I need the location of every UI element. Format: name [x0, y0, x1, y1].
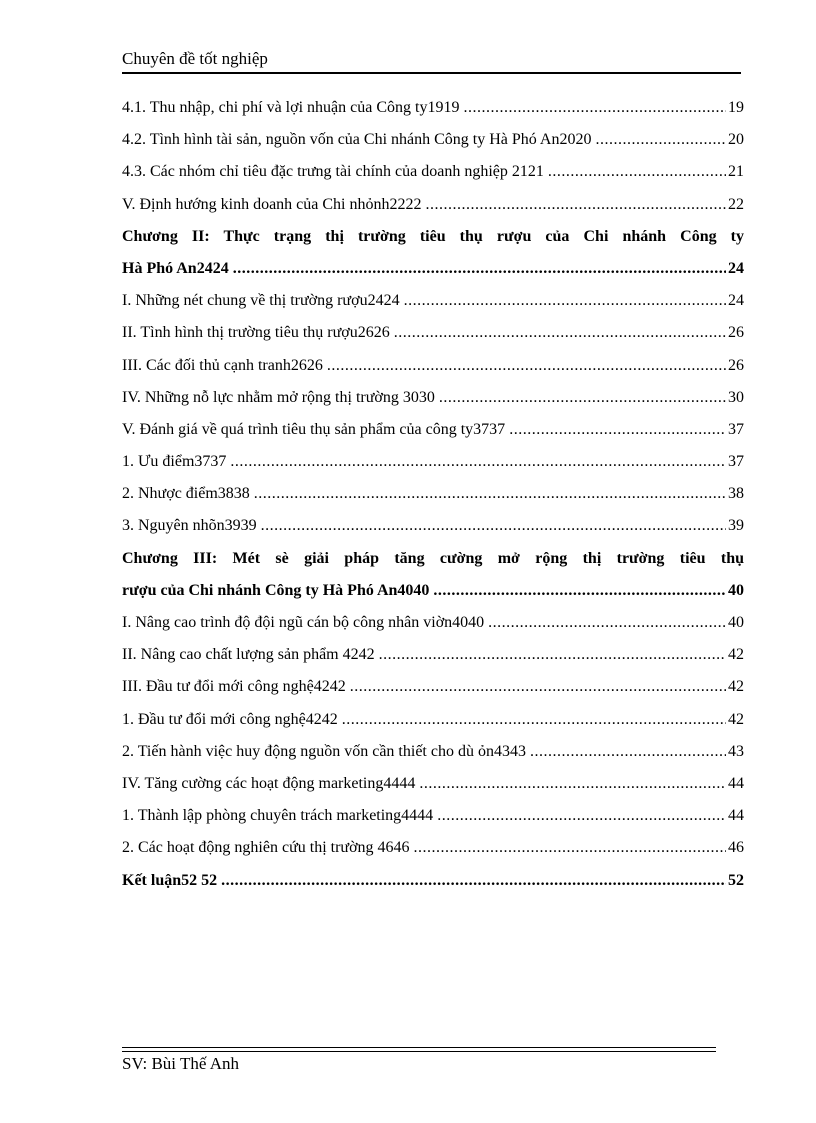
toc-page-number: 46: [728, 839, 744, 857]
toc-entry[interactable]: [122, 482, 744, 514]
toc-entry[interactable]: [122, 289, 744, 321]
toc-leader-dots: [394, 321, 726, 345]
toc-entry-text: V. Định hướng kinh doanh của Chi nhỏnh2222: [122, 195, 422, 213]
toc-entry[interactable]: [122, 160, 744, 192]
toc-page-number: 40: [728, 581, 744, 599]
toc-entry[interactable]: [122, 772, 744, 804]
toc-entry-text: 4.3. Các nhóm chỉ tiêu đặc trưng tài chính của doanh nghiệp 2121: [122, 163, 544, 181]
toc-entry-text: III. Đầu tư đổi mới công nghệ4242: [122, 678, 346, 696]
toc-leader-dots: [342, 708, 726, 732]
toc-leader-dots: [439, 386, 726, 410]
toc-page-number: 19: [728, 99, 744, 116]
toc-page-number: 44: [728, 807, 744, 825]
toc-chapter-2[interactable]: [122, 225, 744, 289]
toc-entry-text: V. Đánh giá về quá trình tiêu thụ sản phẩm của công ty3737: [122, 420, 506, 438]
toc-entry[interactable]: [122, 611, 744, 643]
toc-page-number: 26: [728, 324, 744, 342]
toc-page-number: 21: [728, 163, 744, 181]
toc-leader-dots: [509, 418, 726, 442]
toc-leader-dots: [404, 289, 726, 313]
toc-leader-dots: [254, 482, 726, 506]
toc-page-number: 24: [728, 292, 744, 310]
toc-entry[interactable]: [122, 418, 744, 450]
toc-conclusion[interactable]: [122, 869, 744, 901]
toc-entry-text: III. Các đối thủ cạnh tranh2626: [122, 356, 323, 374]
toc-entry-text: I. Những nét chung về thị trường rượu2424: [122, 292, 400, 310]
toc-page-number: 43: [728, 742, 744, 760]
toc-entry-text: IV. Những nỗ lực nhằm mở rộng thị trường 3030: [122, 388, 435, 406]
toc-leader-dots: [414, 836, 726, 860]
toc-page-number: 37: [728, 420, 744, 438]
toc-entry-text: 2. Nhược điểm3838: [122, 485, 250, 503]
footer-author: SV: Bùi Thế Anh: [122, 1054, 239, 1073]
toc-entry[interactable]: [122, 193, 744, 225]
toc-leader-dots: [463, 96, 726, 120]
toc-entry-text: 1. Thành lập phòng chuyên trách marketing4444: [122, 807, 434, 825]
table-of-contents: [122, 96, 744, 901]
toc-entry[interactable]: [122, 836, 744, 868]
toc-entry-text: II. Nâng cao chất lượng sản phẩm 4242: [122, 646, 375, 664]
toc-leader-dots: [350, 675, 726, 699]
toc-leader-dots: [327, 354, 726, 378]
toc-entry-text: Kết luận52 52: [122, 871, 218, 889]
toc-entry-text: 4.2. Tình hình tài sản, nguồn vốn của Chi nhánh Công ty Hà Phó An2020: [122, 131, 592, 149]
page-header: [122, 48, 741, 74]
toc-entry[interactable]: [122, 740, 744, 772]
toc-entry-text: 1. Ưu điểm3737: [122, 453, 227, 471]
toc-page-number: 42: [728, 710, 744, 728]
toc-entry-text: 2. Tiến hành việc huy động nguồn vốn cần thiết cho dù ỏn4343: [122, 742, 526, 760]
toc-leader-dots: [221, 869, 726, 893]
toc-entry[interactable]: [122, 321, 744, 353]
toc-page-number: 44: [728, 774, 744, 792]
toc-leader-dots: [426, 193, 727, 217]
toc-leader-dots: [261, 514, 726, 538]
toc-leader-dots: [233, 257, 726, 281]
toc-page-number: 20: [728, 131, 744, 149]
toc-chapter-3[interactable]: [122, 547, 744, 611]
toc-entry[interactable]: [122, 128, 744, 160]
toc-leader-dots: [433, 579, 726, 603]
chapter-title-line: Chương III: Mét sè giải pháp tăng cường mở rộng thị trường tiêu thụ: [122, 549, 744, 567]
toc-entry[interactable]: [122, 675, 744, 707]
toc-page-number: 42: [728, 678, 744, 696]
toc-page-number: 37: [728, 453, 744, 471]
toc-page-number: 40: [728, 614, 744, 631]
chapter-title-continuation: [122, 579, 744, 611]
toc-entry[interactable]: [122, 643, 744, 675]
toc-entry-text: Hà Phó An2424: [122, 259, 229, 277]
toc-entry-text: 4.1. Thu nhập, chi phí và lợi nhuận của Công ty1919: [122, 99, 460, 116]
toc-entry-text: 1. Đầu tư đổi mới công nghệ4242: [122, 710, 338, 728]
toc-leader-dots: [488, 611, 726, 635]
toc-page-number: 22: [728, 195, 744, 213]
toc-leader-dots: [419, 772, 726, 796]
toc-leader-dots: [379, 643, 726, 667]
toc-page-number: 26: [728, 356, 744, 374]
toc-page-number: 39: [728, 517, 744, 535]
toc-entry[interactable]: [122, 514, 744, 546]
toc-entry-text: 2. Các hoạt động nghiên cứu thị trường 4646: [122, 839, 410, 857]
toc-entry[interactable]: [122, 708, 744, 740]
toc-entry-text: 3. Nguyên nhõn3939: [122, 517, 257, 535]
toc-page-number: 42: [728, 646, 744, 664]
toc-page-number: 52: [728, 871, 744, 889]
toc-page-number: 24: [728, 259, 744, 277]
toc-entry-text: II. Tình hình thị trường tiêu thụ rượu2626: [122, 324, 390, 342]
toc-entry[interactable]: [122, 96, 744, 128]
toc-leader-dots: [548, 160, 726, 184]
header-title: Chuyên đề tốt nghiệp: [122, 49, 268, 68]
toc-leader-dots: [530, 740, 726, 764]
toc-leader-dots: [230, 450, 726, 474]
toc-entry-text: I. Nâng cao trình độ đội ngũ cán bộ công nhân viờn4040: [122, 614, 485, 631]
toc-entry[interactable]: [122, 804, 744, 836]
toc-entry[interactable]: [122, 354, 744, 386]
toc-leader-dots: [437, 804, 726, 828]
toc-page-number: 38: [728, 485, 744, 503]
page-footer: [122, 1053, 239, 1075]
toc-page-number: 30: [728, 388, 744, 406]
toc-entry-text: IV. Tăng cường các hoạt động marketing4444: [122, 774, 416, 792]
toc-entry[interactable]: [122, 386, 744, 418]
chapter-title-continuation: [122, 257, 744, 289]
toc-entry-text: rượu của Chi nhánh Công ty Hà Phó An4040: [122, 581, 430, 599]
chapter-title-line: Chương II: Thực trạng thị trường tiêu thụ rượu của Chi nhánh Công ty: [122, 227, 744, 245]
toc-entry[interactable]: [122, 450, 744, 482]
footer-divider: [122, 1047, 716, 1052]
toc-leader-dots: [595, 128, 726, 152]
